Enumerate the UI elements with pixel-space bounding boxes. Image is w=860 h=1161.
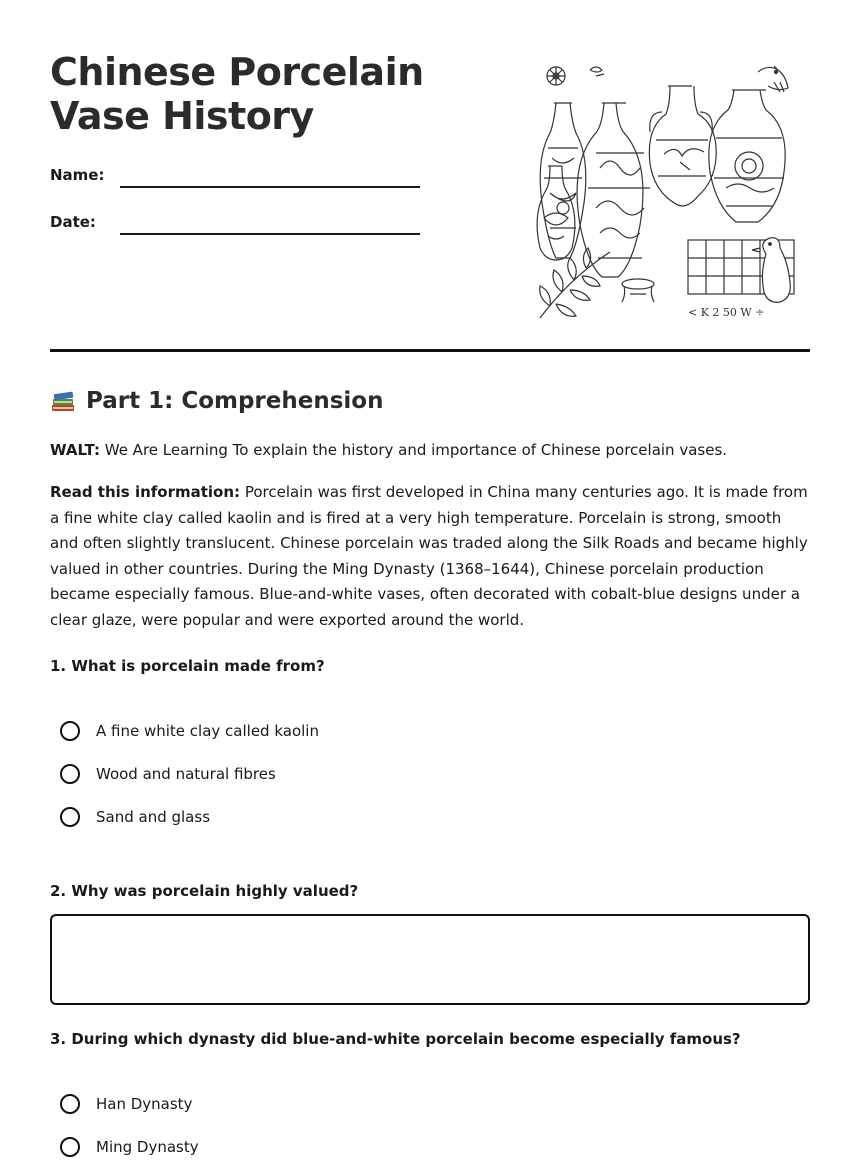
q3-option-1-label: Han Dynasty xyxy=(96,1095,193,1113)
vase-4-icon xyxy=(649,86,716,206)
q3-option-2[interactable] xyxy=(60,1137,199,1157)
q3-option-1[interactable] xyxy=(60,1094,192,1114)
porcelain-vases-illustration xyxy=(530,58,810,328)
bird-top-icon xyxy=(758,66,788,92)
radio-button[interactable] xyxy=(60,764,80,784)
worksheet-title: Chinese Porcelain Vase History xyxy=(50,50,424,138)
vase-5-icon xyxy=(709,90,785,222)
walt-statement xyxy=(50,438,810,464)
name-field[interactable] xyxy=(120,186,420,188)
vase-3-icon xyxy=(577,103,650,277)
header-divider xyxy=(50,349,810,352)
illustration-caption: < K 2 50 W ÷ xyxy=(688,306,765,319)
q1-option-1[interactable] xyxy=(60,721,319,741)
info-text: Porcelain was first developed in China many centuries ago. It is made from a fine white clay called kaolin and is fired at a very high temperature. Porcelain is strong, smooth and often slightly translucent. Chinese porcelain was traded along the Silk Roads and became highly valued in other countries. During the Ming Dynasty (1368–1644), Chinese porcelain production became especially famous. Blue-and-white vases, often decorated with cobalt-blue designs under a clear glaze, were popular and were exported around the world. xyxy=(50,483,808,629)
radio-button[interactable] xyxy=(60,1094,80,1114)
date-field[interactable] xyxy=(120,233,420,235)
q1-option-1-label: A fine white clay called kaolin xyxy=(96,722,319,740)
vase-2-icon xyxy=(537,166,575,260)
q3-option-2-label: Ming Dynasty xyxy=(96,1138,199,1156)
part1-heading xyxy=(50,388,383,414)
penguin-icon xyxy=(752,238,790,303)
books-icon xyxy=(50,388,76,414)
q1-option-2[interactable] xyxy=(60,764,276,784)
stand-icon xyxy=(622,279,654,302)
question-2: 2. Why was porcelain highly valued? xyxy=(50,882,359,900)
q1-option-2-label: Wood and natural fibres xyxy=(96,765,276,783)
part1-heading-text: Part 1: Comprehension xyxy=(86,388,384,414)
radio-button[interactable] xyxy=(60,721,80,741)
info-paragraph xyxy=(50,480,810,634)
info-label: Read this information: xyxy=(50,483,241,501)
date-label: Date: xyxy=(50,213,96,231)
q1-option-3-label: Sand and glass xyxy=(96,808,211,826)
q1-option-3[interactable] xyxy=(60,807,210,827)
walt-label: WALT: xyxy=(50,441,100,459)
radio-button[interactable] xyxy=(60,1137,80,1157)
q2-answer-box[interactable] xyxy=(50,914,810,1005)
radio-button[interactable] xyxy=(60,807,80,827)
walt-text: We Are Learning To explain the history and importance of Chinese porcelain vases. xyxy=(99,441,728,459)
question-1: 1. What is porcelain made from? xyxy=(50,657,325,675)
question-3: 3. During which dynasty did blue-and-white porcelain become especially famous? xyxy=(50,1030,741,1048)
name-label: Name: xyxy=(50,166,105,184)
fan-icon xyxy=(547,67,604,85)
